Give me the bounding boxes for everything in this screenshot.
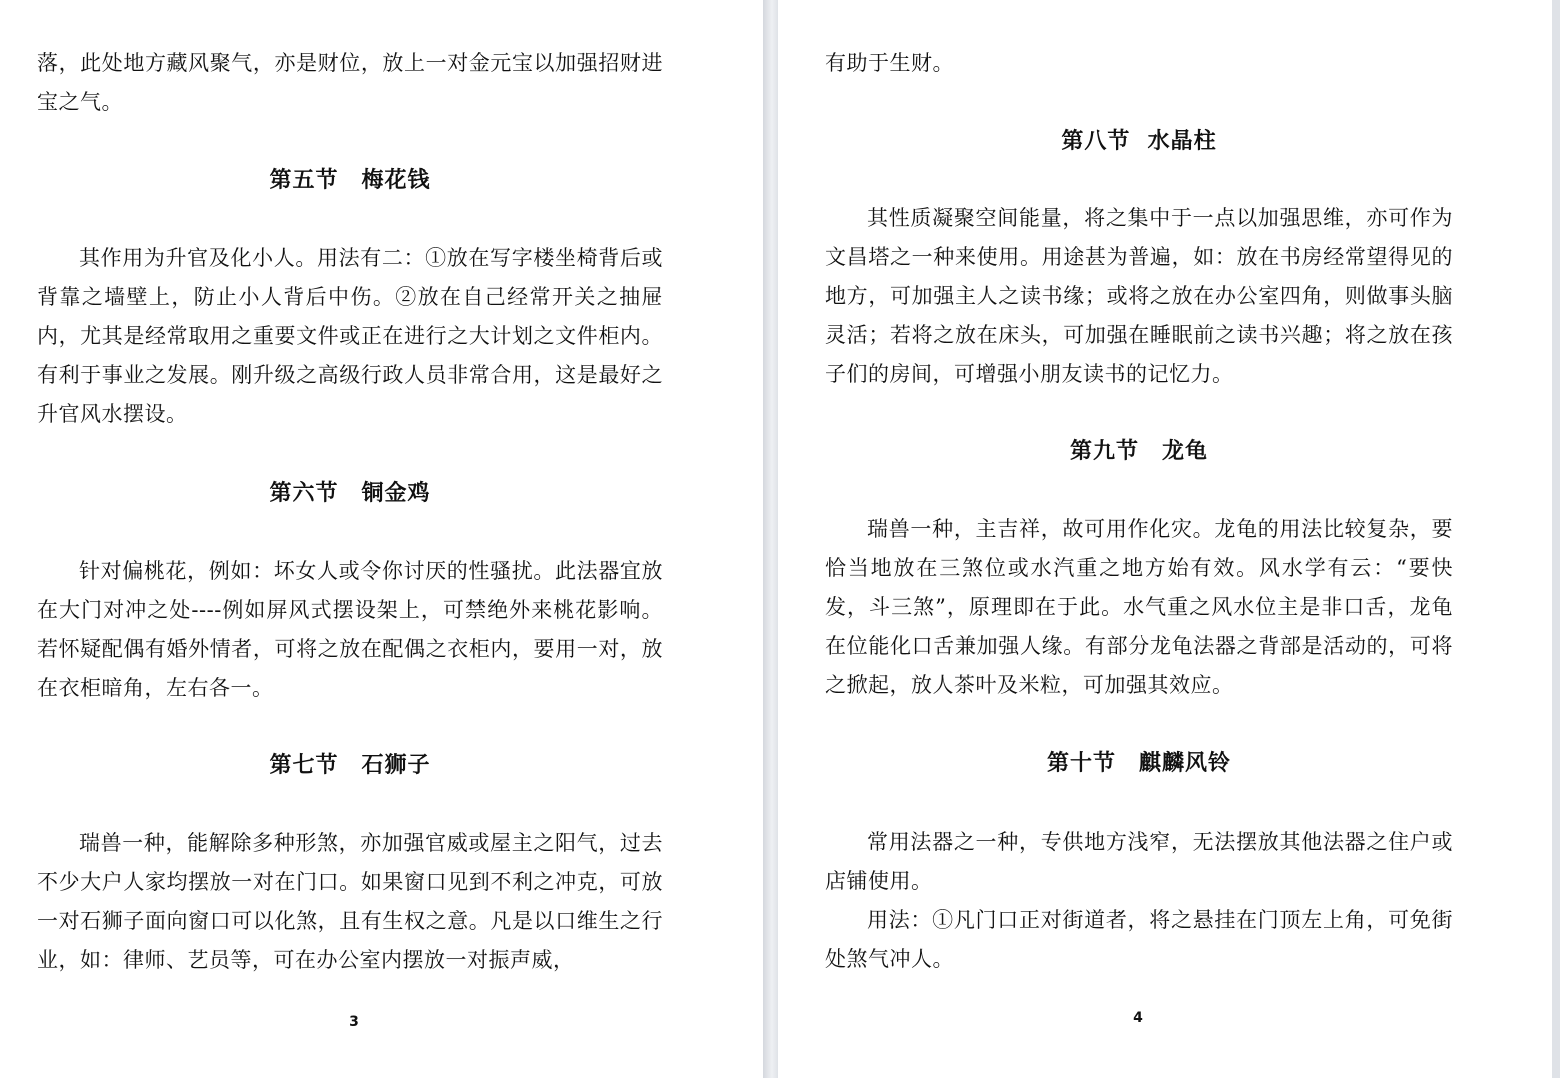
continued-paragraph: 有助于生财。 — [825, 51, 954, 75]
section-6-title: 第六节 铜金鸡 — [269, 481, 431, 506]
page-number: 4 — [1133, 1010, 1143, 1026]
section-6-body: 针对偏桃花，例如：坏女人或令你讨厌的性骚扰。此法器宜放在大门对冲之处----例如屏风式摆设架上，可禁绝外来桃花影响。若怀疑配偶有婚外情者，可将之放在配偶之衣柜内，要用一对，放在衣柜暗角，左右各一。 — [37, 559, 663, 700]
page-number: 3 — [349, 1014, 359, 1030]
right-page — [778, 0, 1552, 1078]
section-10-title: 第十节 麒麟风铃 — [1046, 751, 1231, 776]
section-7-body: 瑞兽一种，能解除多种形煞，亦加强官威或屋主之阳气，过去不少大户人家均摆放一对在门口。如果窗口见到不利之冲克，可放一对石狮子面向窗口可以化煞，且有生权之意。凡是以口维生之行业，如：律师、艺员等，可在办公室内摆放一对振声威， — [37, 831, 663, 972]
section-10-usage: 用法：①凡门口正对街道者，将之悬挂在门顶左上角，可免街处煞气冲人。 — [825, 908, 1453, 971]
section-5-body: 其作用为升官及化小人。用法有二：①放在写字楼坐椅背后或背靠之墙壁上，防止小人背后中伤。②放在自己经常开关之抽屉内，尤其是经常取用之重要文件或正在进行之大计划之文件柜内。有利于事业之发展。刚升级之高级行政人员非常合用，这是最好之升官风水摆设。 — [37, 246, 663, 426]
viewer-edge — [1552, 0, 1560, 1078]
right-page-content — [825, 0, 1453, 979]
section-9-title: 第九节 龙龟 — [1069, 439, 1208, 464]
section-8-title: 第八节 水晶柱 — [1061, 129, 1217, 154]
left-page — [0, 0, 763, 1078]
continued-paragraph: 落，此处地方藏风聚气，亦是财位，放上一对金元宝以加强招财进宝之气。 — [37, 51, 663, 114]
page-gutter — [763, 0, 778, 1078]
section-10-body: 常用法器之一种，专供地方浅窄，无法摆放其他法器之住户或店铺使用。 — [825, 830, 1453, 893]
section-5-title: 第五节 梅花钱 — [269, 168, 431, 193]
left-page-content — [37, 0, 663, 980]
section-7-title: 第七节 石狮子 — [269, 753, 431, 778]
section-9-body: 瑞兽一种，主吉祥，故可用作化灾。龙龟的用法比较复杂，要恰当地放在三煞位或水汽重之地方始有效。风水学有云：“要快发，斗三煞”，原理即在于此。水气重之风水位主是非口舌，龙龟在位能化口舌兼加强人缘。有部分龙龟法器之背部是活动的，可将之掀起，放人茶叶及米粒，可加强其效应。 — [825, 517, 1453, 697]
section-8-body: 其性质凝聚空间能量，将之集中于一点以加强思维，亦可作为文昌塔之一种来使用。用途甚为普遍，如：放在书房经常望得见的地方，可加强主人之读书缘；或将之放在办公室四角，则做事头脑灵活；若将之放在床头，可加强在睡眠前之读书兴趣；将之放在孩子们的房间，可增强小朋友读书的记忆力。 — [825, 206, 1453, 386]
